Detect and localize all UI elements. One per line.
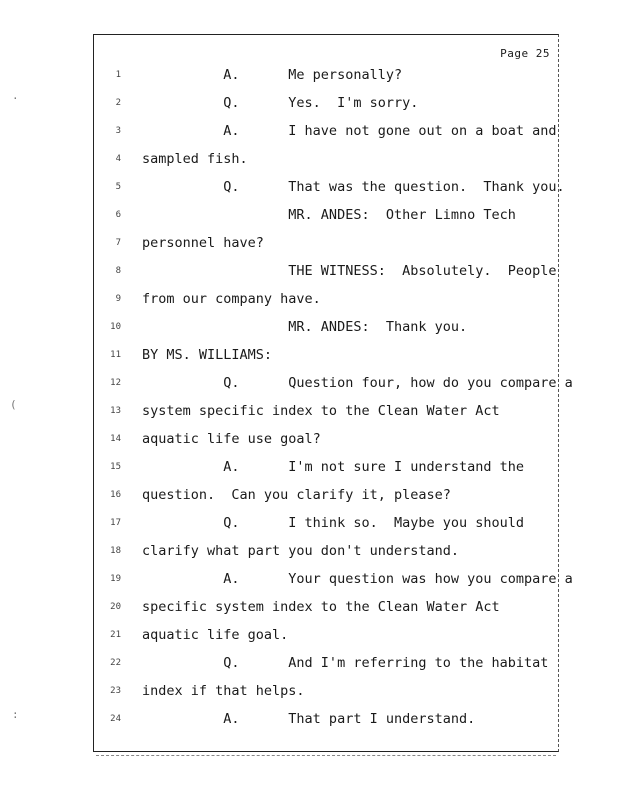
line-number: 1 — [115, 70, 121, 80]
line-number: 20 — [110, 602, 121, 612]
line-number: 6 — [115, 210, 121, 220]
transcript-line — [94, 149, 560, 169]
line-number: 22 — [110, 658, 121, 668]
line-text: specific system index to the Clean Water Act — [142, 599, 500, 615]
transcript-line — [94, 653, 560, 673]
transcript-line — [94, 373, 573, 393]
line-text: Q. Yes. I'm sorry. — [142, 95, 419, 111]
line-number: 8 — [115, 266, 121, 276]
transcript-line — [94, 121, 560, 141]
transcript-line — [94, 289, 560, 309]
margin-mark: ( — [10, 398, 17, 411]
transcript-line — [94, 457, 560, 477]
line-number: 5 — [115, 182, 121, 192]
line-text: question. Can you clarify it, please? — [142, 487, 451, 503]
line-text: from our company have. — [142, 291, 321, 307]
transcript-line — [94, 261, 560, 281]
line-number: 2 — [115, 98, 121, 108]
line-number: 9 — [115, 294, 121, 304]
line-text: Q. And I'm referring to the habitat — [142, 655, 549, 671]
line-text: BY MS. WILLIAMS: — [142, 347, 273, 363]
line-number: 17 — [110, 518, 121, 528]
line-number: 16 — [110, 490, 121, 500]
line-text: Q. Question four, how do you compare a — [142, 375, 573, 391]
transcript-line — [94, 177, 565, 197]
transcript-line — [94, 401, 560, 421]
line-text: sampled fish. — [142, 151, 248, 167]
line-number: 7 — [115, 238, 121, 248]
transcript-line — [94, 429, 560, 449]
line-text: A. I'm not sure I understand the — [142, 459, 525, 475]
transcript-line — [94, 625, 560, 645]
transcript-line — [94, 709, 560, 729]
line-text: aquatic life use goal? — [142, 431, 321, 447]
line-text: system specific index to the Clean Water Act — [142, 403, 500, 419]
line-number: 21 — [110, 630, 121, 640]
line-text: MR. ANDES: Other Limno Tech — [142, 207, 516, 223]
transcript-line — [94, 345, 560, 365]
transcript-line — [94, 513, 560, 533]
line-text: A. Me personally? — [142, 67, 403, 83]
line-text: A. Your question was how you compare a — [142, 571, 573, 587]
margin-mark: · — [12, 92, 19, 105]
line-number: 12 — [110, 378, 121, 388]
transcript-line — [94, 205, 560, 225]
line-text: A. That part I understand. — [142, 711, 476, 727]
line-number: 23 — [110, 686, 121, 696]
transcript-line — [94, 681, 560, 701]
line-text: A. I have not gone out on a boat and — [142, 123, 557, 139]
transcript-line — [94, 65, 560, 85]
line-number: 4 — [115, 154, 121, 164]
line-text: Q. I think so. Maybe you should — [142, 515, 525, 531]
line-text: aquatic life goal. — [142, 627, 289, 643]
line-number: 10 — [110, 322, 121, 332]
transcript-line — [94, 93, 560, 113]
line-number: 13 — [110, 406, 121, 416]
line-number: 24 — [110, 714, 121, 724]
bottom-rule — [96, 755, 556, 756]
transcript-line — [94, 485, 560, 505]
line-number: 14 — [110, 434, 121, 444]
transcript-page — [93, 34, 573, 752]
line-text: MR. ANDES: Thank you. — [142, 319, 468, 335]
line-text: THE WITNESS: Absolutely. People — [142, 263, 557, 279]
line-text: Q. That was the question. Thank you. — [142, 179, 565, 195]
line-number: 3 — [115, 126, 121, 136]
line-text: index if that helps. — [142, 683, 305, 699]
line-text: personnel have? — [142, 235, 264, 251]
line-text: clarify what part you don't understand. — [142, 543, 459, 559]
line-number: 19 — [110, 574, 121, 584]
page-number-label: Page 25 — [500, 47, 550, 60]
transcript-line — [94, 541, 560, 561]
line-number: 15 — [110, 462, 121, 472]
transcript-line — [94, 317, 560, 337]
line-number: 11 — [110, 350, 121, 360]
margin-mark: : — [12, 708, 19, 721]
transcript-line — [94, 597, 560, 617]
line-number: 18 — [110, 546, 121, 556]
transcript-line — [94, 233, 560, 253]
transcript-line — [94, 569, 573, 589]
